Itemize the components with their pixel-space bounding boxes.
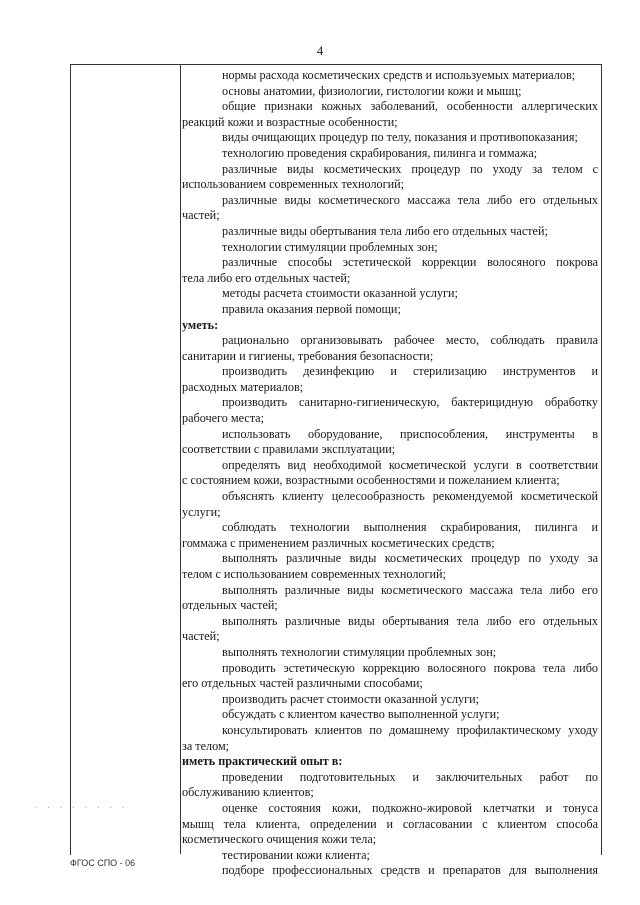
text-line: выполнять различные виды косметического массажа тела либо его [222,582,598,597]
text-line: обслуживанию клиентов; [182,785,314,800]
text-line: подборе профессиональных средств и препаратов для выполнения [222,863,598,878]
text-line: услуги; [182,504,221,519]
text-line: основы анатомии, физиологии, гистологии кожи и мышц; [222,83,522,98]
text-line: различные способы эстетической коррекции волосяного покрова [222,255,598,270]
section-heading: уметь: [182,317,219,332]
scan-artifact: · · · · · · · · [34,804,128,812]
text-line: различные виды косметических процедур по уходу за телом с [222,161,598,176]
text-line: тестировании кожи клиента; [222,847,370,862]
page-number: 4 [316,43,324,58]
text-line: соответствии с правилами эксплуатации; [182,442,396,457]
text-line: санитарии и гигиены, требования безопасности; [182,348,434,363]
text-line: его отдельных частей различными способами; [182,676,423,691]
text-line: реакций кожи и возрастные особенности; [182,114,398,129]
footer-document-code: ФГОС СПО - 06 [70,858,136,868]
text-line: определять вид необходимой косметической услуги в соответствии [222,457,598,472]
text-line: расходных материалов; [182,379,304,394]
text-line: технологии стимуляции проблемных зон; [222,239,438,254]
text-line: частей; [182,629,220,644]
text-line: телом с использованием современных технологий; [182,567,446,581]
text-line: проводить эстетическую коррекцию волосяного покрова тела либо [222,660,598,675]
text-line: гоммажа с применением различных косметических средств; [182,535,495,550]
section-heading: иметь практический опыт в: [182,754,343,769]
text-line: различные виды косметического массажа тела либо его отдельных [222,192,598,207]
text-line: с состоянием кожи, возрастными особенностями и пожеланием клиента; [182,473,560,488]
text-line: выполнять различные виды косметических процедур по уходу за [222,551,598,566]
text-line: методы расчета стоимости оказанной услуги; [222,286,458,301]
text-line: нормы расхода косметических средств и используемых материалов; [222,68,576,82]
text-line: правила оказания первой помощи; [222,301,401,316]
text-line: за телом; [182,738,230,753]
text-line: объяснять клиенту целесообразность рекомендуемой косметической [222,489,598,504]
text-line: консультировать клиентов по домашнему профилактическому уходу [222,722,598,737]
text-line: использовать оборудование, приспособления, инструменты в [222,426,598,441]
text-line: мышц тела клиента, определении и согласовании с клиентом способа [182,816,598,831]
text-line: технологию проведения скрабирования, пилинга и гоммажа; [222,145,538,160]
text-line: оценке состояния кожи, подкожно-жировой клетчатки и тонуса [222,800,598,815]
text-line: общие признаки кожных заболеваний, особенности аллергических [222,99,598,114]
text-line: виды очищающих процедур по телу, показания и противопоказания; [222,130,578,145]
text-line: косметического очищения кожи тела; [182,832,377,847]
text-line: различные виды обертывания тела либо его отдельных частей; [222,223,548,238]
table-column-divider [180,64,181,854]
requirements-cell-text [182,68,598,879]
text-line: проведении подготовительных и заключительных работ по [222,769,598,784]
text-line: отдельных частей; [182,598,278,613]
text-line: использованием современных технологий; [182,177,405,192]
text-line: рабочего места; [182,411,264,426]
text-line: производить санитарно-гигиеническую, бактерицидную обработку [222,395,598,410]
text-line: частей; [182,208,220,223]
text-line: выполнять технологии стимуляции проблемных зон; [222,644,497,659]
text-line: обсуждать с клиентом качество выполненной услуги; [222,707,500,722]
text-line: производить дезинфекцию и стерилизацию инструментов и [222,364,598,379]
text-line: соблюдать технологии выполнения скрабирования, пилинга и [222,520,598,535]
text-line: тела либо его отдельных частей; [182,270,351,285]
text-line: рационально организовывать рабочее место, соблюдать правила [222,333,598,348]
text-line: выполнять различные виды обертывания тела либо его отдельных [222,613,598,628]
text-line: производить расчет стоимости оказанной услуги; [222,691,480,706]
